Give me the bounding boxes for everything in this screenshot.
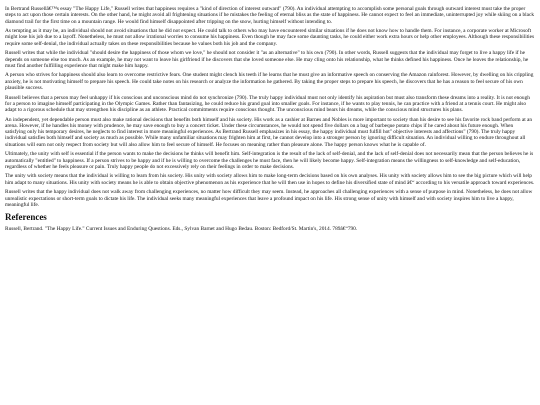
- paragraph-3: Russell writes that while the individual "should desire the happiness of those whom we love," he should not consider it "as an alternative" to his own (790). In other words, Russell suggests that the individual may forget to live a happy life if he depends on someone else too much. As an example, he may not want to leave his girlfriend if he discovers that she loved someone else. He may cling onto his relationship, what he thinks defined his happiness. Once he leaves the relationship, he must find another fulfilling experience that might make him happy.: [5, 50, 529, 69]
- paragraph-1: In Bertrand Russellâ€™s essay "The Happy Life," Russell writes that happiness requires a "kind of direction of interest outward" (790). An individual attempting to accomplish some personal goals through outward interest must take the proper steps to act upon those certain interests. On the other hand, he might avoid all frightening situations if he mistakes the feeling of eternal bliss as the state of happiness. He cannot expect to feel an immediate, uninterrupted joy while skiing on a black diamond trail for the first time on a mountain range. He would find himself disappointed after tripping on the snow, hurting himself without intending to.: [5, 6, 535, 25]
- paragraph-2: As tempting as it may be, an individual should not avoid situations that he did not expect. He could talk to others who may have encountered similar situations if he does not know how to handle them. For instance, a corporate worker at Microsoft might lose his job due to a layoff. Nonetheless, he must not allow irrational worries to consume his happiness. Even though he may face some daunting tasks, he could either work extra hours or help other employees. Although these responsibilities require some self-denial, the individual actually takes on these responsibilities because he values both his job and the company.: [5, 28, 535, 47]
- paragraph-9: Russell writes that the happy individual does not walk away from challenging experiences, no matter how difficult they may seem. Instead, he approaches all challenging experiences with a sense of purpose in mind. Nonetheless, he does not allow unrealistic expectations or short-term goals to dictate his life. The individual seeks many meaningful experiences that leave a profound impact on his life. His strong sense of unity with himself and with society inspires him to live a happy, meaningful life.: [5, 189, 533, 208]
- paragraph-8: The unity with society means that the individual is willing to learn from his society. His unity with society allows him to make long-term decisions based on his own analyses. His unity with society allows him to see the big picture which will help him adapt to many situations. His unity with society means he is able to obtain objective phenomenon as his experience that he will then use in hopes to define his diversified state of mind â€“ according to his versatile approach toward experiences.: [5, 173, 535, 186]
- reference-entry: Russell, Bertrand. "The Happy Life." Current Issues and Enduring Questions. Eds., Sylvan Barnet and Hugo Bedau. Boston: Bedford/St. Martin's, 2014. 789â€“790.: [5, 226, 358, 233]
- references-heading: References: [5, 212, 47, 223]
- paragraph-4: A person who strives for happiness should also learn to overcome restrictive fears. One student might clench his teeth if he learns that he must give an informative speech on conserving the Amazon rainforest. However, by dwelling on his crippling anxiety, he is not motivating himself to prepare his speech. He could take notes on his research or analyze the information he gathered. By taking the proper steps to prepare his speech, he discovers that he has a reason to feel secure of his own plausible success.: [5, 72, 534, 91]
- paragraph-6: An independent, yet dependable person must also make rational decisions that benefits both himself and his society. His work as a cashier at Barnes and Nobles is more important to society than his desire to see his favorite rock band perform at an arena. However, if he handles his money with prudence, he may save enough to buy a concert ticket. Under these circumstances, he would not spend five dollars on a bag of barbeque potato chips if he cared about his future enough. When satisfying only his temporary desires, he neglects to find interest in more meaningful experiences. As Bertrand Russell emphasizes in his essay, the happy individual must fulfill hot" objective interests and affections" (790). The truly happy individual satisfies both himself and society as much as possible. While many unfamiliar situations may frighten him at first, he cannot develop into a stronger person by ignoring difficult situation. An individual willing to endure throughout all situations will earn not only respect from society but will also allow him to feel secure of himself. He focuses on meaning rather than pleasure alone. The happy person knows what he is capable of.: [5, 116, 533, 148]
- paragraph-7: Ultimately, the unity with self is essential if the person wants to make the decisions he thinks will benefit him. Self-integration is the result of the lack of self-denial, and the lack of self-denial does not necessarily mean that the person believes he is automatically "entitled" to happiness. If a person strives to be happy and if he is willing to overcome the challenges he must face, then he will likely become happy. Self-integration means the willingness to self-knowledge and self-education, regardless of whether he feels pleasure or pain. Truly happy people do not excessively rely on their feelings in order to make decisions.: [5, 151, 534, 170]
- paragraph-5: Russell believes that a person may feel unhappy if his conscious and unconscious mind do not synchronize (790). The truly happy individual must not only identify his aspiration but must also transform these dreams into a reality. It is not enough for a person to imagine himself participating in the Olympic Games. Rather than fantasizing, he could reduce his grand goal into smaller goals. For instance, if he wants to play tennis, he can practice with a friend at a tennis court. He might also adapt to a rigorous schedule that may strengthen his discipline as an athlete. Practical commitments require conscious thought. The unconscious mind bears his dreams, while the conscious mind structures his plans.: [5, 94, 530, 114]
